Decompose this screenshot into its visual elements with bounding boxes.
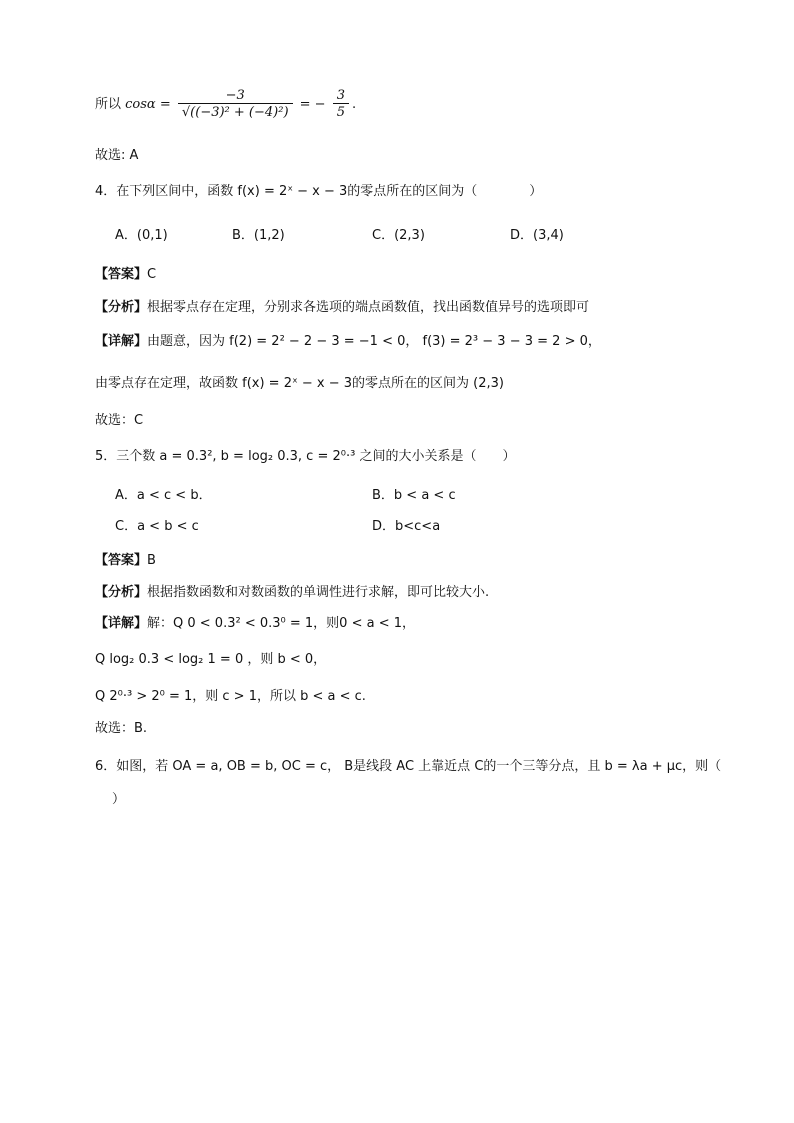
q5-option-a: A．a < c < b． (115, 488, 212, 503)
q5-option-b: B．b < a < c (372, 488, 456, 503)
q4-analysis: 【分析】根据零点存在定理，分别求各选项的端点函数值，找出函数值异号的选项即可 (95, 300, 590, 315)
choose-a: 故选: A (95, 148, 139, 163)
q4-option-d: D．(3,4) (510, 228, 564, 243)
q4-option-c: C．(2,3) (372, 228, 425, 243)
q4-answer: 【答案】C (95, 267, 157, 282)
q5-choose: 故选：B. (95, 721, 148, 736)
q5-analysis: 【分析】根据指数函数和对数函数的单调性进行求解，即可比较大小. (95, 585, 490, 600)
q5-option-d: D．b<c<a (372, 519, 441, 534)
question-6: 6．如图，若 OA = a, OB = b, OC = c， B是线段 AC 上靠近点 C的一个三等分点，且 b = λa + μc，则（ (95, 759, 722, 774)
question-5: 5．三个数 a = 0.3², b = log₂ 0.3, c = 2⁰·³ 之间的大小关系是（ ） (95, 449, 516, 464)
q5-detail-3: Q 2⁰·³ > 2⁰ = 1，则 c > 1，所以 b < a < c. (95, 689, 366, 704)
q5-detail: 【详解】解：Q 0 < 0.3² < 0.3⁰ = 1，则0 < a < 1， (95, 616, 415, 631)
q4-option-a: A．(0,1) (115, 228, 168, 243)
cos-alpha-formula: 所以 cosα = $\frac{-3}{\text{√((−3)² + (−4)²)}}$ = − $\frac{3}{5}$ . (95, 88, 357, 120)
q5-detail-2: Q log₂ 0.3 < log₂ 1 = 0 ，则 b < 0， (95, 652, 327, 667)
result-fraction: $\frac{3}{5}$ (333, 88, 349, 121)
question-4: 4．在下列区间中，函数 f(x) = 2ˣ − x − 3的零点所在的区间为（ ） (95, 184, 543, 199)
question-6-end: ） (112, 792, 126, 807)
q4-option-b: B．(1,2) (232, 228, 285, 243)
q5-answer: 【答案】B (95, 553, 156, 568)
q4-detail: 【详解】由题意，因为 f(2) = 2² − 2 − 3 = −1 < 0， f(3) = 2³ − 3 − 3 = 2 > 0， (95, 334, 601, 349)
q4-choose: 故选：C (95, 413, 144, 428)
q5-option-c: C．a < b < c (115, 519, 199, 534)
q4-detail-2: 由零点存在定理，故函数 f(x) = 2ˣ − x − 3的零点所在的区间为 (2,3) (95, 376, 504, 391)
cos-fraction: $\frac{-3}{\text{√((−3)² + (−4)²)}}$ (178, 88, 293, 121)
